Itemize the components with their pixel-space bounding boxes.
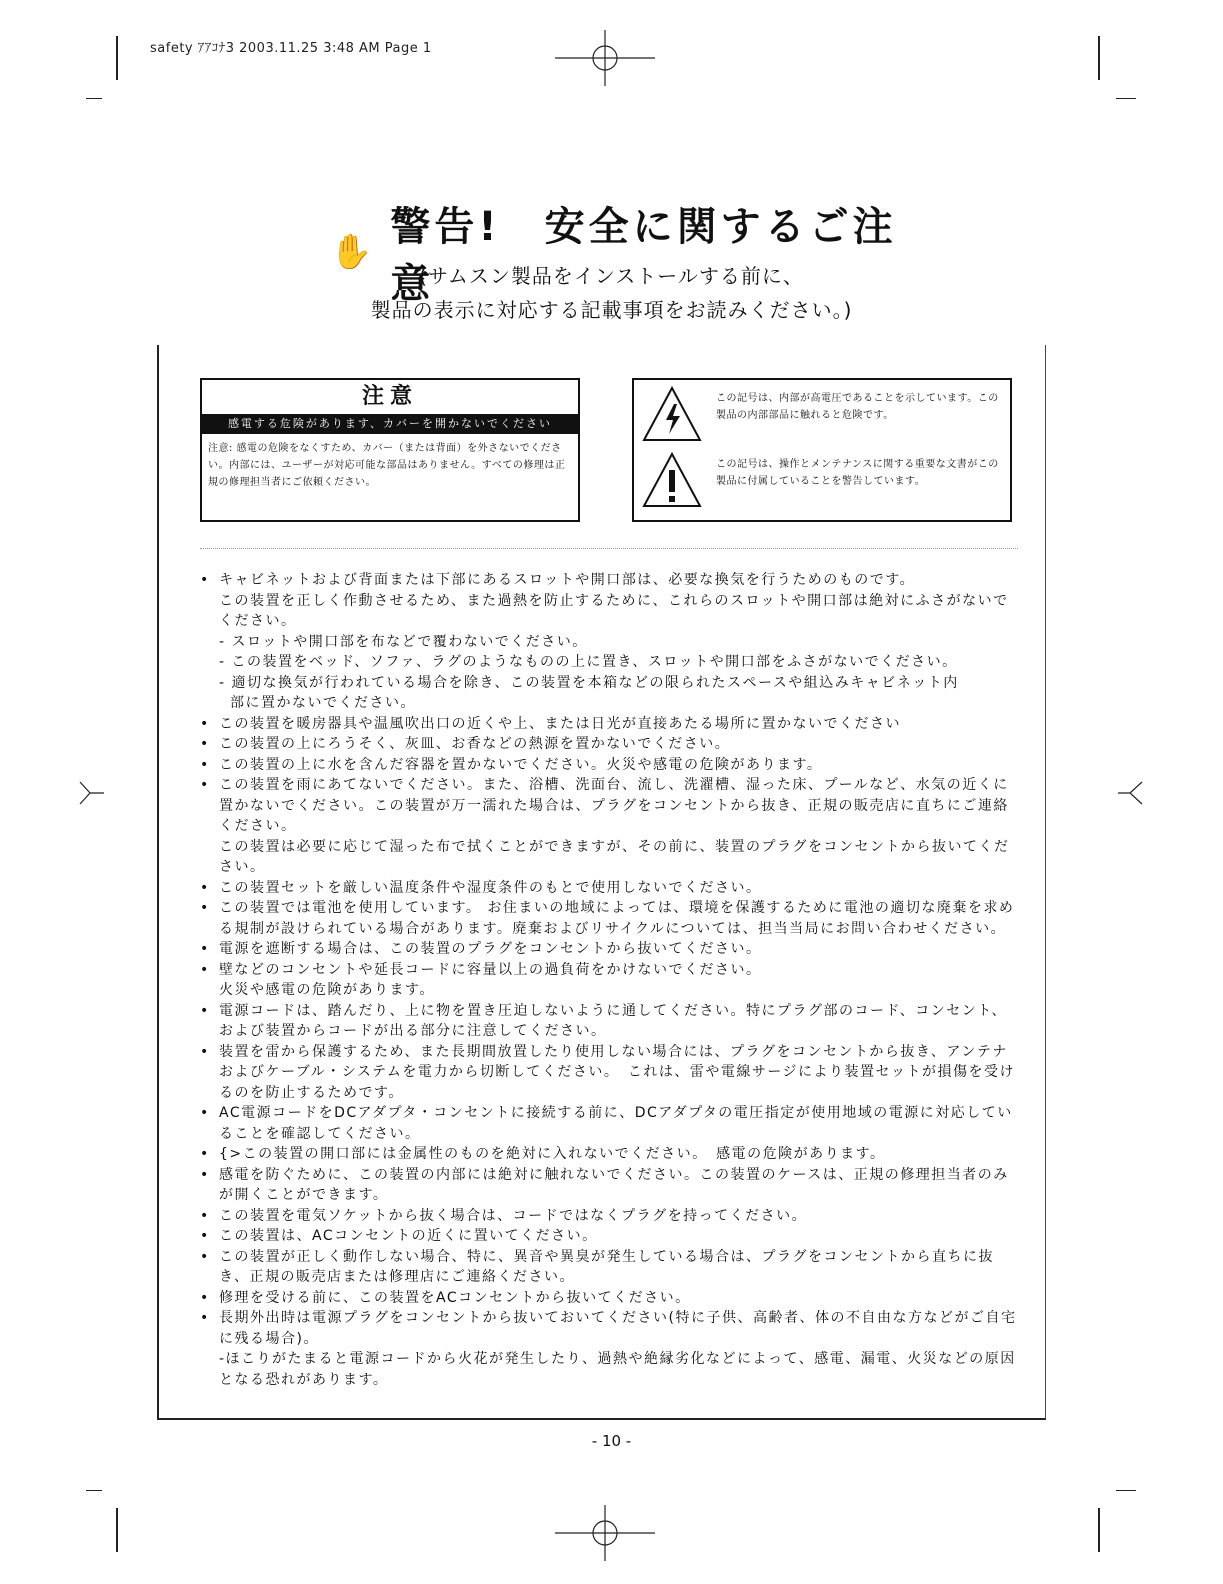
divider: [200, 548, 1018, 549]
registration-mark-left: [78, 780, 104, 806]
registration-mark-right: [1118, 780, 1144, 806]
page-number: - 10 -: [591, 1432, 632, 1450]
bullet-continuation: 部に置かないでください。: [230, 695, 416, 711]
crop-mark: [1098, 1508, 1100, 1552]
bullet-item: • 電源コードは、踏んだり、上に物を置き圧迫しないように通してください。特にプラグ部のコード、コンセント、および装置からコードが出る部分に注意してください。: [200, 1001, 1020, 1042]
bullet-continuation: この装置は必要に応じて湿った布で拭くことができますが、その前に、装置のプラグをコンセントから抜いてください。: [219, 838, 1010, 875]
bullet-item: • {>この装置の開口部には金属性のものを絶対に入れないでください。 感電の危険があります。: [200, 1144, 1020, 1165]
bullet-item: • この装置では電池を使用しています。 お住まいの地域によっては、環境を保護するために電池の適切な廃棄を求める規制が設けられている場合があります。廃棄およびリサイクルについては、担当当局にお問い合わせください。: [200, 898, 1020, 939]
exclamation-text: この記号は、操作とメンテナンスに関する重要な文書がこの製品に付属していることを警告しています。: [716, 459, 999, 487]
crop-mark: [116, 1508, 118, 1552]
registration-mark-bottom: [555, 1505, 655, 1561]
symbol-row-lightning: [640, 384, 1002, 444]
bullet-item: • この装置が正しく動作しない場合、特に、異音や異臭が発生している場合は、プラグをコンセントから直ちに抜き、正規の販売店または修理店にご連絡ください。: [200, 1247, 1020, 1288]
crop-mark: [1116, 98, 1136, 99]
caution-box: [200, 378, 580, 522]
lightning-text: この記号は、内部が高電圧であることを示しています。この製品の内部部品に触れると危険です。: [716, 393, 999, 421]
registration-mark-top: [555, 30, 655, 86]
bullet-item: • 感電を防ぐために、この装置の内部には絶対に触れないでください。この装置のケースは、正規の修理担当者のみが開くことができます。: [200, 1165, 1020, 1206]
bullet-item: • キャビネットおよび背面または下部にあるスロットや開口部は、必要な換気を行うためのものです。: [200, 570, 1020, 591]
bullet-item: • 電源を遮断する場合は、この装置のプラグをコンセントから抜いてください。: [200, 939, 1020, 960]
title-text: 警告! 安全に関するご注意: [390, 204, 897, 307]
symbol-row-exclamation: [640, 450, 1002, 510]
crop-mark: [1116, 1490, 1136, 1491]
bullet-item: • この装置の上にろうそく、灰皿、お香などの熱源を置かないでください。: [200, 734, 1020, 755]
bullet-continuation: - 適切な換気が行われている場合を除き、この装置を本箱などの限られたスペースや組込みキャビネット内: [219, 674, 959, 691]
caution-body: 注意: 感電の危険をなくすため、カバー（または背面）を外さないでください。内部には、ユーザーが対応可能な部品はありません。すべての修理は正規の修理担当者にご依頼ください。: [208, 443, 566, 488]
bullet-item: • この装置を雨にあてないでください。また、浴槽、洗面台、流し、洗濯槽、湿った床、プールなど、水気の近くに置かないでください。この装置が万一濡れた場合は、プラグをコンセントから抜き、正規の販売店に直ちにご連絡ください。: [200, 775, 1020, 837]
print-header: safety ｱｱｺﾅ3 2003.11.25 3:48 AM Page 1: [150, 41, 432, 56]
safety-instructions: [200, 570, 1020, 1390]
subtitle-line-2: 製品の表示に対応する記載事項をお読みください。): [370, 298, 853, 322]
crop-mark: [86, 1490, 102, 1491]
crop-mark: [1098, 36, 1100, 80]
subtitle-line-1: (サムスン製品をインストールする前に、: [419, 264, 804, 288]
lightning-warning-icon: [640, 384, 704, 444]
bullet-continuation: この装置を正しく作動させるため、また過熱を防止するために、これらのスロットや開口部は絶対にふさがないでください。: [219, 592, 1009, 629]
bullet-continuation: -ほこりがたまると電源コードから火花が発生したり、過熱や絶縁劣化などによって、感電、漏電、火災などの原因となる恐れがあります。: [219, 1351, 1016, 1388]
bullet-item: • この装置を電気ソケットから抜く場合は、コードではなくプラグを持ってください。: [200, 1206, 1020, 1227]
bullet-item: • AC電源コードをDCアダプタ・コンセントに接続する前に、DCアダプタの電圧指定が使用地域の電源に対応していることを確認してください。: [200, 1103, 1020, 1144]
hand-stop-icon: ✋: [330, 232, 377, 272]
bullet-item: • この装置を暖房器具や温風吹出口の近くや上、または日光が直接あたる場所に置かないでください: [200, 714, 1020, 735]
crop-mark: [116, 36, 118, 80]
bullet-continuation: - スロットや開口部を布などで覆わないでください。: [219, 633, 588, 650]
crop-mark: [86, 98, 102, 99]
bullet-item: • この装置セットを厳しい温度条件や湿度条件のもとで使用しないでください。: [200, 878, 1020, 899]
bullet-item: • この装置の上に水を含んだ容器を置かないでください。火災や感電の危険があります。: [200, 755, 1020, 776]
bullet-item: • 壁などのコンセントや延長コードに容量以上の過負荷をかけないでください。: [200, 960, 1020, 981]
bullet-item: • 長期外出時は電源プラグをコンセントから抜いておいてください(特に子供、高齢者、体の不自由な方などがご自宅に残る場合)。: [200, 1308, 1020, 1349]
bullet-continuation: 火災や感電の危険があります。: [219, 982, 435, 998]
exclamation-warning-icon: [640, 450, 704, 510]
bullet-item: • 装置を雷から保護するため、また長期間放置したり使用しない場合には、プラグをコンセントから抜き、アンテナおよびケーブル・システムを電力から切断してください。 これは、雷や電線サージにより装置セットが損傷を受けるのを防止するためです。: [200, 1042, 1020, 1104]
bullet-item: • 修理を受ける前に、この装置をACコンセントから抜いてください。: [200, 1288, 1020, 1309]
symbols-box: [632, 378, 1012, 522]
caution-heading: 注意: [361, 384, 418, 409]
caution-bar: 感電する危険があります、カバーを開かないでください: [202, 414, 578, 434]
bullet-continuation: - この装置をベッド、ソファ、ラグのようなものの上に置き、スロットや開口部をふさがないでください。: [219, 654, 958, 670]
bullet-item: • この装置は、ACコンセントの近くに置いてください。: [200, 1226, 1020, 1247]
